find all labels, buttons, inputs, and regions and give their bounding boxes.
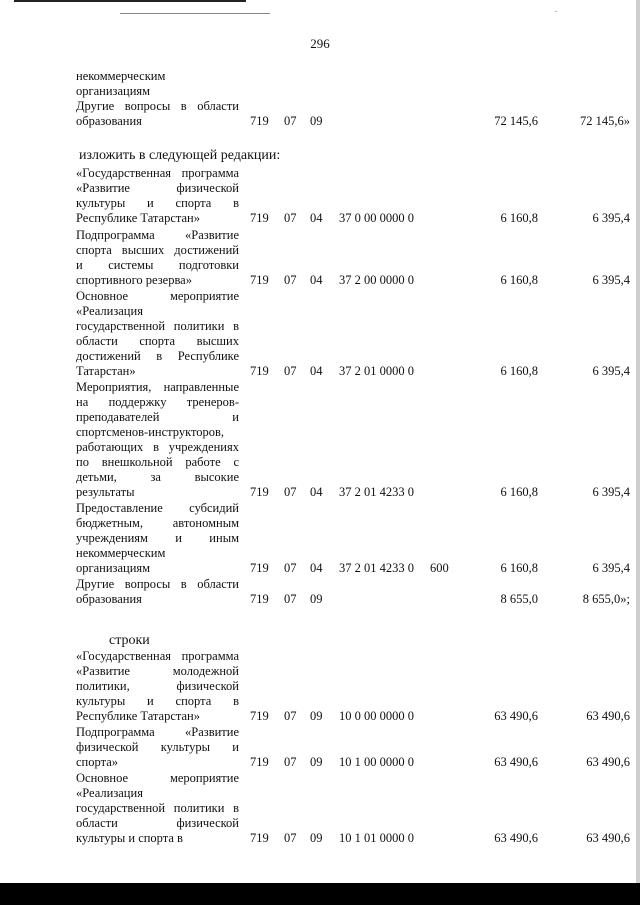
section-code: 07 <box>284 364 297 378</box>
subsection-code: 09 <box>310 592 323 606</box>
ministry-code: 719 <box>250 592 269 606</box>
section-code: 07 <box>284 755 297 769</box>
amount-year-2: 63 490,6 <box>586 831 630 845</box>
row-name-line: «Развитие молодежной <box>76 664 239 678</box>
row-name-line: Предоставление субсидий <box>76 501 239 515</box>
target-article-code: 10 1 00 0000 0 <box>339 755 414 769</box>
row-name <box>76 166 239 226</box>
table-row <box>76 771 636 846</box>
row-name-line: области физической <box>76 816 239 830</box>
row-name-line: работающих в учреждениях <box>76 440 239 454</box>
row-name-line: достижений в Республике <box>76 349 239 363</box>
target-article-code: 37 0 00 0000 0 <box>339 211 414 225</box>
table-row <box>76 228 636 288</box>
row-name-line: «Государственная программа <box>76 649 239 663</box>
section-code: 07 <box>284 709 297 723</box>
row-name <box>76 380 239 500</box>
row-name-line: Подпрограмма «Развитие <box>76 228 239 242</box>
row-name-line: спортивного резерва» <box>76 273 192 287</box>
amount-year-2: 63 490,6 <box>586 755 630 769</box>
amount-year-2: 6 395,4 <box>592 211 630 225</box>
table-row <box>76 166 636 226</box>
section-code: 07 <box>284 211 297 225</box>
table-row <box>76 380 636 500</box>
row-name-line: результаты <box>76 485 135 499</box>
row-name-line: учреждениям и иным <box>76 531 239 545</box>
row-name-line: спорта» <box>76 755 118 769</box>
subsection-code: 09 <box>310 114 323 128</box>
row-name-line: преподавателей и <box>76 410 239 424</box>
row-name-line: спорта высших достижений <box>76 243 239 257</box>
row-name-line: государственной политики в <box>76 319 239 333</box>
amount-year-2: 6 395,4 <box>592 364 630 378</box>
row-name-line: Другие вопросы в области <box>76 99 239 113</box>
row-name <box>76 577 239 607</box>
table-row <box>76 501 636 576</box>
amount-year-1: 6 160,8 <box>500 364 538 378</box>
section-code: 07 <box>284 273 297 287</box>
scan-right-edge <box>636 0 640 905</box>
row-name-line: государственной политики в <box>76 801 239 815</box>
row-name-line: Мероприятия, направленные <box>76 380 239 394</box>
row-name-line: организациям <box>76 561 151 575</box>
document-body <box>76 69 636 846</box>
table-row <box>76 649 636 724</box>
section-code: 07 <box>284 831 297 845</box>
row-name-line: «Развитие физической <box>76 181 239 195</box>
ministry-code: 719 <box>250 485 269 499</box>
row-name-line: детьми, за высокие <box>76 470 239 484</box>
amount-year-2: 6 395,4 <box>592 561 630 575</box>
target-article-code: 37 2 01 0000 0 <box>339 364 414 378</box>
ministry-code: 719 <box>250 561 269 575</box>
amount-year-1: 63 490,6 <box>494 755 538 769</box>
section-code: 07 <box>284 561 297 575</box>
amount-year-1: 6 160,8 <box>500 211 538 225</box>
amount-year-2: 72 145,6» <box>580 114 630 128</box>
subsection-code: 04 <box>310 273 323 287</box>
row-name-line: «Реализация <box>76 304 143 318</box>
amount-year-1: 72 145,6 <box>494 114 538 128</box>
subsection-code: 09 <box>310 709 323 723</box>
ministry-code: 719 <box>250 755 269 769</box>
table-row <box>76 289 636 379</box>
row-name-line: «Государственная программа <box>76 166 239 180</box>
new-edition-rows <box>76 166 636 607</box>
page-number: 296 <box>310 36 330 51</box>
row-name-line: культуры и спорта в <box>76 196 239 210</box>
row-name <box>76 228 239 288</box>
amount-year-2: 63 490,6 <box>586 709 630 723</box>
ministry-code: 719 <box>250 831 269 845</box>
scan-bottom-border <box>0 883 640 905</box>
row-name <box>76 289 239 379</box>
subsection-code: 09 <box>310 755 323 769</box>
row-name-line: Основное мероприятие <box>76 289 239 303</box>
row-name-line: культуры и спорта в <box>76 831 183 845</box>
rows-block <box>76 649 636 846</box>
row-name-line: образования <box>76 592 142 606</box>
subsection-code: 04 <box>310 364 323 378</box>
row-name <box>76 69 239 99</box>
row-name-line: Республике Татарстан» <box>76 211 200 225</box>
row-name-line: Подпрограмма «Развитие <box>76 725 239 739</box>
row-name-line: некоммерческим <box>76 69 166 83</box>
ministry-code: 719 <box>250 114 269 128</box>
row-name <box>76 501 239 576</box>
target-article-code: 37 2 01 4233 0 <box>339 561 414 575</box>
row-name-line: Татарстан» <box>76 364 136 378</box>
ministry-code: 719 <box>250 709 269 723</box>
scan-edge-line <box>14 0 246 2</box>
amount-year-1: 63 490,6 <box>494 709 538 723</box>
table-row <box>76 69 636 99</box>
row-name-line: и системы подготовки <box>76 258 239 272</box>
row-name-line: политики, физической <box>76 679 239 693</box>
row-name-line: Республике Татарстан» <box>76 709 200 723</box>
ministry-code: 719 <box>250 364 269 378</box>
section-code: 07 <box>284 485 297 499</box>
target-article-code: 10 1 01 0000 0 <box>339 831 414 845</box>
table-row <box>76 99 636 129</box>
subsection-code: 09 <box>310 831 323 845</box>
scan-edge-line-faint <box>120 13 270 14</box>
amount-year-1: 6 160,8 <box>500 485 538 499</box>
amount-year-2: 8 655,0»; <box>582 592 630 606</box>
row-name-line: организациям <box>76 84 151 98</box>
ministry-code: 719 <box>250 211 269 225</box>
intro-rows <box>76 69 636 129</box>
row-name-line: спортсменов-инструкторов, <box>76 425 225 439</box>
row-name <box>76 771 239 846</box>
row-name-line: бюджетным, автономным <box>76 516 239 530</box>
row-name-line: некоммерческим <box>76 546 166 560</box>
table-row <box>76 577 636 607</box>
row-name-line: Основное мероприятие <box>76 771 239 785</box>
row-name-line: области спорта высших <box>76 334 239 348</box>
row-name-line: физической культуры и <box>76 740 239 754</box>
row-name-line: образования <box>76 114 142 128</box>
row-name <box>76 99 239 129</box>
heading-rows: строки <box>109 633 150 648</box>
target-article-code: 37 2 01 4233 0 <box>339 485 414 499</box>
amount-year-1: 6 160,8 <box>500 561 538 575</box>
subsection-code: 04 <box>310 561 323 575</box>
amount-year-1: 63 490,6 <box>494 831 538 845</box>
row-name <box>76 725 239 770</box>
target-article-code: 37 2 00 0000 0 <box>339 273 414 287</box>
section-code: 07 <box>284 592 297 606</box>
subsection-code: 04 <box>310 211 323 225</box>
table-row <box>76 725 636 770</box>
ministry-code: 719 <box>250 273 269 287</box>
amount-year-2: 6 395,4 <box>592 273 630 287</box>
amount-year-1: 8 655,0 <box>500 592 538 606</box>
row-name-line: Другие вопросы в области <box>76 577 239 591</box>
heading-new-edition: изложить в следующей редакции: <box>79 148 281 163</box>
expense-type-code: 600 <box>430 561 449 575</box>
target-article-code: 10 0 00 0000 0 <box>339 709 414 723</box>
scan-mark: . <box>555 4 558 14</box>
row-name <box>76 649 239 724</box>
section-code: 07 <box>284 114 297 128</box>
row-name-line: по внешкольной работе с <box>76 455 239 469</box>
subsection-code: 04 <box>310 485 323 499</box>
amount-year-1: 6 160,8 <box>500 273 538 287</box>
row-name-line: на поддержку тренеров- <box>76 395 239 409</box>
row-name-line: «Реализация <box>76 786 143 800</box>
row-name-line: культуры и спорта в <box>76 694 239 708</box>
amount-year-2: 6 395,4 <box>592 485 630 499</box>
